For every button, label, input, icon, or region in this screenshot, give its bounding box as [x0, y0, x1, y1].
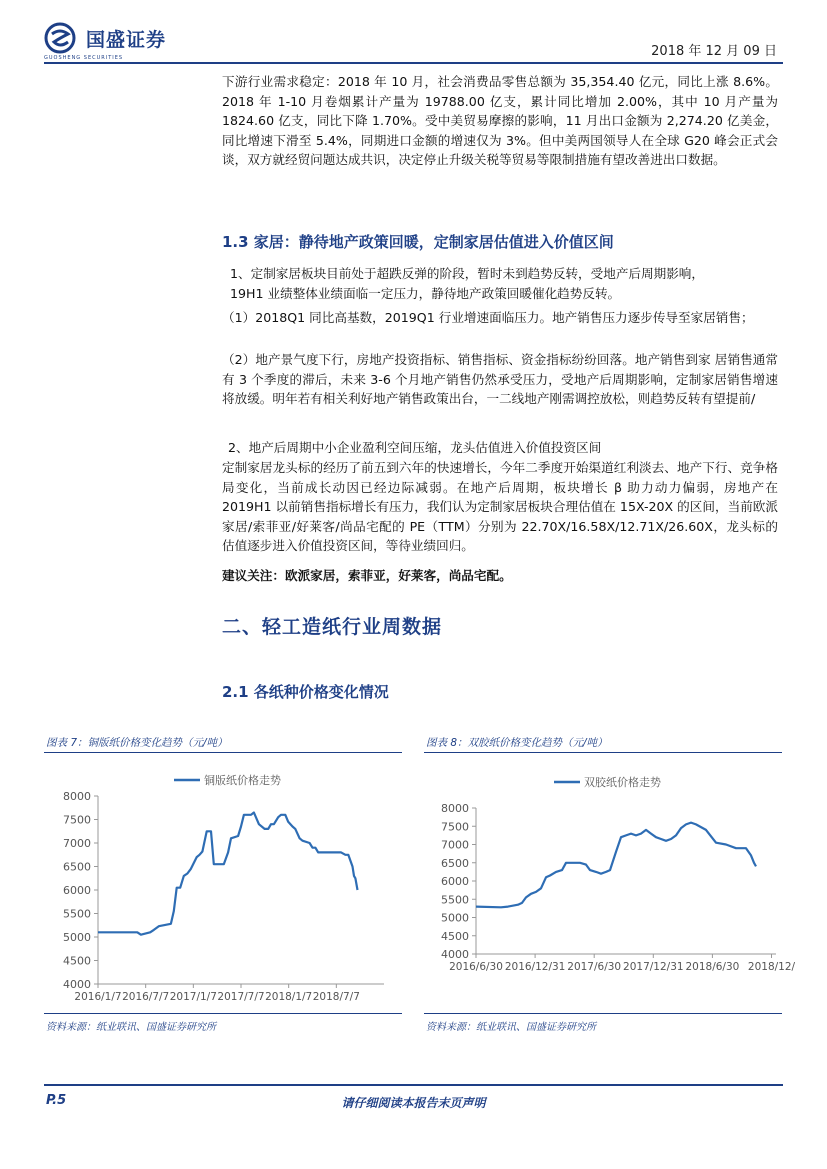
y-tick-label: 7500 [63, 813, 91, 827]
section-1-3-p6: 定制家居龙头标的经历了前五到六年的快速增长，今年二季度开始渠道红利淡去、地产下行、竞争格局变化，当前成长动因已经边际减弱。在地产后周期，板块增长 β 助力动力偏弱，房地产在 2019H1 以前销售指标增长有压力，我们认为定制家居板块合理估值在 15X-20X 的区间，当前欧派家居/索菲亚/好莱客/尚品宅配的 PE（TTM）分别为 22.70X/16.58X/12.71X/26.60X，龙头标的估值逐步进入价值投资区间，等待业绩回归。 [222, 460, 778, 553]
y-tick-label: 5000 [441, 911, 469, 925]
figure7-chart [44, 756, 404, 1010]
section-1-3-p3: （1）2018Q1 同比高基数，2019Q1 行业增速面临压力。地产销售压力逐步传导至家居销售； [222, 310, 754, 325]
footer-divider [44, 1084, 783, 1086]
x-tick-label: 2018/1/7 [265, 991, 313, 1003]
x-tick-label: 2016/6/30 [449, 961, 503, 973]
brand-name: 国盛证券 [86, 28, 167, 51]
y-tick-label: 6500 [441, 856, 469, 870]
page-number: P.5 [46, 1093, 67, 1108]
figure7-caption: 图表 7：铜版纸价格变化趋势（元/吨） [46, 737, 228, 749]
section-1-3-p4: （2）地产景气度下行，房地产投资指标、销售指标、资金指标纷纷回落。地产销售到家 居销售通常有 3 个季度的滞后，未来 3-6 个月地产销售仍然承受压力，受地产后周期影响，定制家居销售增速将放缓。明年若有相关利好地产销售政策出台，一二线地产刚需调控放松，则趋势反转有望提前/ [222, 352, 778, 406]
figure8-chart [424, 756, 796, 1010]
header-divider [44, 62, 783, 64]
legend-label: 双胶纸价格走势 [584, 776, 661, 789]
y-tick-label: 4500 [441, 929, 469, 943]
y-tick-label: 4500 [63, 954, 91, 968]
y-tick-label: 5000 [63, 931, 91, 944]
figure8-source: 资料来源：纸业联讯、国盛证券研究所 [426, 1022, 596, 1033]
x-tick-label: 2018/6/30 [685, 961, 740, 973]
brand-logo [44, 22, 166, 54]
figure7-source: 资料来源：纸业联讯、国盛证券研究所 [46, 1022, 216, 1033]
y-tick-label: 4000 [63, 978, 91, 991]
figure7-top-rule [44, 752, 402, 753]
footer-disclaimer: 请仔细阅读本报告末页声明 [341, 1096, 486, 1110]
x-tick-label: 2018/12/ [747, 961, 796, 973]
intro-paragraph: 下游行业需求稳定：2018 年 10 月，社会消费品零售总额为 35,354.40 亿元，同比上涨 8.6%。2018 年 1-10 月卷烟累计产量为 19788.00 亿支，累计同比增加 2.00%，其中 10 月产量为 1824.60 亿支，同比下降 1.70%。受中美贸易摩擦的影响，11 月出口金额为 2,274.20 亿美金，同比增速下滑至 5.4%，同期进口金额的增速仅为 3%。但中美两国领导人在全球 G20 峰会正式会谈，双方就经贸问题达成共识，决定停止升级关税等贸易等限制措施有望改善进出口数据。 [222, 74, 778, 167]
figure8-caption: 图表 8：双胶纸价格变化趋势（元/吨） [426, 737, 608, 749]
x-tick-label: 2017/12/31 [623, 961, 684, 973]
y-tick-label: 7500 [441, 820, 469, 834]
x-tick-label: 2018/7/7 [312, 991, 360, 1003]
y-tick-label: 6000 [63, 884, 91, 897]
x-tick-label: 2017/6/30 [567, 961, 622, 973]
y-tick-label: 8000 [63, 790, 91, 803]
report-date: 2018 年 12 月 09 日 [651, 44, 777, 59]
x-tick-label: 2016/7/7 [122, 991, 170, 1003]
section-2-title: 二、轻工造纸行业周数据 [222, 616, 443, 638]
figure8-top-rule [424, 752, 782, 753]
y-tick-label: 5500 [441, 893, 469, 907]
y-tick-label: 8000 [441, 802, 469, 815]
y-tick-label: 7000 [441, 838, 469, 852]
y-tick-label: 5500 [63, 907, 91, 921]
y-tick-label: 6500 [63, 860, 91, 874]
figure8-bottom-rule [424, 1013, 782, 1014]
y-tick-label: 6000 [441, 875, 469, 888]
section-1-3-p2: 19H1 业绩整体业绩面临一定压力，静待地产政策回暖催化趋势反转。 [230, 286, 621, 301]
section-1-3-p5: 2、地产后周期中小企业盈利空间压缩，龙头估值进入价值投资区间 [228, 440, 602, 455]
y-tick-label: 4000 [441, 948, 469, 961]
y-tick-label: 7000 [63, 837, 91, 850]
section-2-1-title: 2.1 各纸种价格变化情况 [222, 683, 389, 701]
section-1-3-p1: 1、定制家居板块目前处于超跌反弹的阶段，暂时未到趋势反转，受地产后周期影响， [230, 266, 704, 281]
guosheng-logo-icon [44, 22, 80, 54]
section-1-3-recommendation: 建议关注：欧派家居，索菲亚，好莱客，尚品宅配。 [222, 568, 512, 583]
section-1-3-title: 1.3 家居：静待地产政策回暖，定制家居估值进入价值区间 [222, 233, 614, 251]
figure7-bottom-rule [44, 1013, 402, 1014]
brand-sub: GUOSHENG SECURITIES [44, 55, 124, 61]
series-line [476, 823, 756, 908]
x-tick-label: 2017/1/7 [169, 991, 217, 1003]
legend-label: 铜版纸价格走势 [204, 774, 281, 787]
series-line [98, 813, 358, 935]
x-tick-label: 2017/7/7 [217, 991, 265, 1003]
x-tick-label: 2016/1/7 [74, 991, 122, 1003]
x-tick-label: 2016/12/31 [504, 961, 566, 973]
